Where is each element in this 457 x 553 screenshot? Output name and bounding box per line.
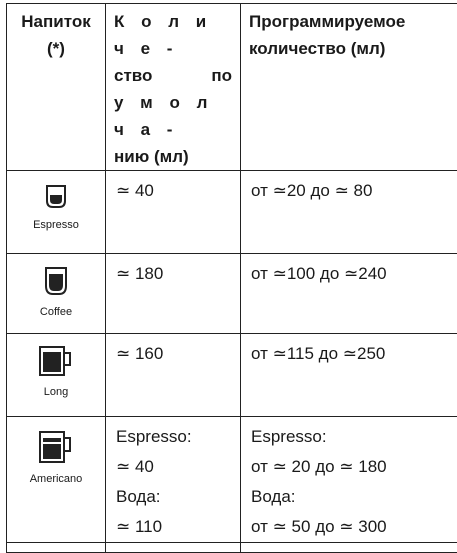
espresso-cup-icon xyxy=(41,181,71,211)
table-row xyxy=(7,417,457,543)
americano-mug-icon xyxy=(36,429,76,465)
beverage-name: Coffee xyxy=(7,306,105,318)
beverage-table xyxy=(6,3,457,553)
beverage-cell xyxy=(7,417,106,543)
header-default-quantity: К о л и ч е - ство по у м о л ч а - нию (мл) xyxy=(106,4,241,171)
table-header-row xyxy=(7,4,457,171)
long-mug-icon xyxy=(36,344,76,378)
programmable-quantity: от ≃20 до ≃ 80 xyxy=(241,171,457,254)
default-quantity: Espresso: ≃ 40 Вода: ≃ 110 xyxy=(106,417,241,543)
default-quantity: ≃ 40 xyxy=(106,171,241,254)
programmable-quantity: от ≃115 до ≃250 xyxy=(241,334,457,417)
programmable-quantity: Espresso: от ≃ 20 до ≃ 180 Вода: от ≃ 50 до ≃ 300 xyxy=(241,417,457,543)
default-quantity: ≃ 180 xyxy=(106,254,241,334)
table-row-partial xyxy=(7,543,457,553)
table-row xyxy=(7,254,457,334)
header-programmable-quantity: Программируемое количество (мл) xyxy=(241,4,457,171)
beverage-cell xyxy=(7,171,106,254)
table-row xyxy=(7,334,457,417)
coffee-cup-icon xyxy=(41,264,71,298)
default-quantity: ≃ 160 xyxy=(106,334,241,417)
header-beverage: Напиток (*) xyxy=(7,4,106,171)
programmable-quantity: от ≃100 до ≃240 xyxy=(241,254,457,334)
beverage-name: Espresso xyxy=(7,219,105,231)
beverage-name: Americano xyxy=(7,473,105,485)
beverage-cell xyxy=(7,334,106,417)
table-row xyxy=(7,171,457,254)
beverage-name: Long xyxy=(7,386,105,398)
beverage-cell xyxy=(7,254,106,334)
